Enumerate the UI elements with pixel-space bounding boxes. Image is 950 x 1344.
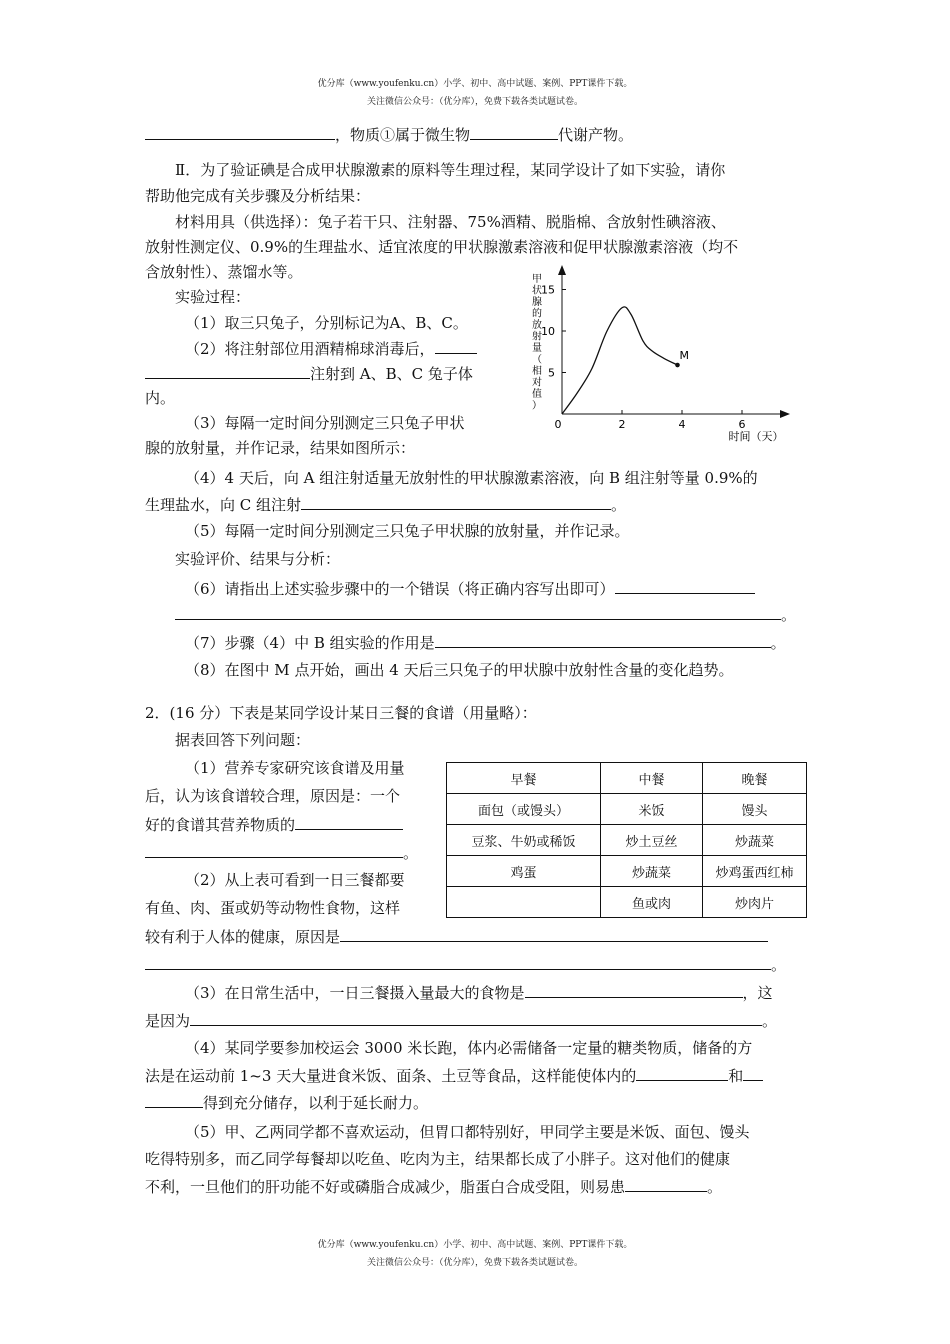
step-2-line-3: 内。 <box>145 389 176 407</box>
step-2-line-2: 注射到 A、B、C 兔子体 <box>145 363 473 384</box>
q2-part5-line-3: 不利，一旦他们的肝功能不好或磷脂合成减少，脂蛋白合成受阻，则易患 。 <box>145 1178 723 1196</box>
table-header: 早餐 <box>447 763 601 794</box>
q2-part2-line-1: （2）从上表可看到一日三餐都要 <box>185 871 405 889</box>
answer-blank[interactable] <box>470 124 558 140</box>
answer-blank[interactable] <box>743 1065 763 1081</box>
answer-blank[interactable] <box>145 842 403 858</box>
step-4-line-2: 生理盐水，向 C 组注射 。 <box>145 496 627 514</box>
q2-part4-line-2: 法是在运动前 1~3 天大量进食米饭、面条、土豆等食品，这样能使体内的 和 <box>145 1065 763 1086</box>
question-6-line-2: 。 <box>175 604 796 625</box>
table-row <box>447 887 807 918</box>
table-cell: 炒土豆丝 <box>601 825 703 856</box>
y-tick-label: 10 <box>541 325 555 338</box>
q2-part4-line-3: 得到充分储存，以利于延长耐力。 <box>145 1092 428 1113</box>
x-tick-label: 0 <box>554 418 562 431</box>
y-axis-label: 甲状腺的放射量（相对值） <box>532 274 542 412</box>
part2-intro-2: 帮助他完成有关步骤及分析结果： <box>145 187 371 205</box>
materials-line-1: 材料用具（供选择）：兔子若干只、注射器、75%酒精、脱脂棉、含放射性碘溶液、 <box>175 213 726 231</box>
answer-blank[interactable] <box>301 494 611 510</box>
series-line <box>562 307 678 414</box>
answer-blank[interactable] <box>615 578 755 594</box>
answer-blank[interactable] <box>636 1065 728 1081</box>
y-axis-arrow <box>558 265 566 275</box>
table-row <box>447 856 807 887</box>
materials-line-2: 放射性测定仪、0.9%的生理盐水、适宜浓度的甲状腺激素溶液和促甲状腺激素溶液（均不 <box>145 238 739 256</box>
question-8: （8）在图中 M 点开始，画出 4 天后三只兔子的甲状腺中放射性含量的变化趋势。 <box>185 661 734 679</box>
table-cell: 鱼或肉 <box>601 887 703 918</box>
footer-line-2: 关注微信公众号：（优分库），免费下载各类试题试卷。 <box>366 1258 583 1268</box>
step-2-line-1: （2）将注射部位用酒精棉球消毒后， <box>185 338 477 359</box>
y-tick-label: 15 <box>541 283 555 297</box>
answer-blank[interactable] <box>625 1176 707 1192</box>
answer-blank[interactable] <box>435 632 771 648</box>
q2-part2-line-2: 有鱼、肉、蛋或奶等动物性食物，这样 <box>145 899 401 917</box>
header-line-1: 优分库（www.youfenku.cn）小学、初中、高中试题、案例、PPT课件下载。 <box>317 79 633 89</box>
step-5: （5）每隔一定时间分别测定三只兔子甲状腺的放射量，并作记录。 <box>185 522 630 540</box>
answer-blank[interactable] <box>145 124 335 140</box>
answer-blank[interactable] <box>295 814 403 830</box>
table-cell: 馒头 <box>703 794 807 825</box>
table-header-row <box>447 763 807 794</box>
question-6: （6）请指出上述实验步骤中的一个错误（将正确内容写出即可） <box>185 578 755 599</box>
answer-blank[interactable] <box>340 926 768 942</box>
table-cell: 豆浆、牛奶或稀饭 <box>447 825 601 856</box>
q2-title: 2．(16 分）下表是某同学设计某日三餐的食谱（用量略）： <box>145 704 537 722</box>
process-title: 实验过程： <box>175 288 251 306</box>
radioactivity-chart <box>525 262 795 452</box>
answer-blank[interactable] <box>145 954 771 970</box>
point-m-label: M <box>679 349 689 363</box>
table-cell: 面包（或馒头） <box>447 794 601 825</box>
footer-line-1: 优分库（www.youfenku.cn）小学、初中、高中试题、案例、PPT课件下载。 <box>317 1240 633 1250</box>
table-cell: 炒蔬菜 <box>703 825 807 856</box>
q2-part2-line-3: 较有利于人体的健康，原因是 <box>145 926 768 947</box>
q1-top-line: ，物质①属于微生物 代谢产物。 <box>145 124 633 145</box>
table-header: 晚餐 <box>703 763 807 794</box>
x-axis-label: 时间（天） <box>728 430 784 443</box>
answer-blank[interactable] <box>145 363 310 379</box>
step-3-line-2: 腺的放射量，并作记录，结果如图所示： <box>145 439 416 457</box>
table-cell: 炒蔬菜 <box>601 856 703 887</box>
table-cell: 炒肉片 <box>703 887 807 918</box>
q2-part1-line-2: 后，认为该食谱较合理，原因是：一个 <box>145 787 401 805</box>
table-cell: 鸡蛋 <box>447 856 601 887</box>
table-row <box>447 794 807 825</box>
menu-table <box>446 762 807 918</box>
eval-title: 实验评价、结果与分析： <box>175 550 341 568</box>
q2-part1-line-4: 。 <box>145 842 418 863</box>
table-header: 中餐 <box>601 763 703 794</box>
answer-blank[interactable] <box>175 604 781 620</box>
step-1: （1）取三只兔子，分别标记为A、B、C。 <box>185 314 468 332</box>
answer-blank[interactable] <box>145 1092 203 1108</box>
q2-part1-line-3: 好的食谱其营养物质的 <box>145 814 403 835</box>
table-cell: 炒鸡蛋西红柿 <box>703 856 807 887</box>
q2-part2-line-4: 。 <box>145 954 786 975</box>
table-cell <box>447 887 601 918</box>
materials-line-3: 含放射性）、蒸馏水等。 <box>145 263 303 281</box>
answer-blank[interactable] <box>525 982 743 998</box>
q2-part4-line-1: （4）某同学要参加校运会 3000 米长跑，体内必需储备一定量的糖类物质，储备的方 <box>185 1039 753 1057</box>
q2-part5-line-2: 吃得特别多，而乙同学每餐却以吃鱼、吃肉为主，结果都长成了小胖子。这对他们的健康 <box>145 1150 731 1168</box>
table-cell: 米饭 <box>601 794 703 825</box>
q2-part3-line-2: 是因为 。 <box>145 1012 778 1030</box>
step-3-line-1: （3）每隔一定时间分别测定三只兔子甲状 <box>185 414 465 432</box>
question-7: （7）步骤（4）中 B 组实验的作用是 。 <box>185 634 786 652</box>
x-axis-arrow <box>780 410 790 418</box>
part2-intro-1: Ⅱ．为了验证碘是合成甲状腺激素的原料等生理过程，某同学设计了如下实验，请你 <box>175 161 726 179</box>
x-tick-label: 2 <box>618 418 626 431</box>
step-4-line-1: （4）4 天后，向 A 组注射适量无放射性的甲状腺激素溶液，向 B 组注射等量 0.9%的 <box>185 469 758 487</box>
q2-part3-line-1: （3）在日常生活中，一日三餐摄入量最大的食物是 ，这 <box>185 984 773 1002</box>
q2-part1-line-1: （1）营养专家研究该食谱及用量 <box>185 759 405 777</box>
point-m <box>675 363 680 368</box>
answer-blank[interactable] <box>190 1010 762 1026</box>
q2-part5-line-1: （5）甲、乙两同学都不喜欢运动，但胃口都特别好，甲同学主要是米饭、面包、馒头 <box>185 1123 750 1141</box>
y-tick-label: 5 <box>548 366 555 380</box>
answer-blank[interactable] <box>435 338 477 354</box>
x-tick-label: 6 <box>738 418 746 431</box>
q2-intro: 据表回答下列问题： <box>175 731 311 749</box>
x-tick-label: 4 <box>678 418 686 431</box>
header-line-2: 关注微信公众号：（优分库），免费下载各类试题试卷。 <box>366 97 583 107</box>
table-row <box>447 825 807 856</box>
